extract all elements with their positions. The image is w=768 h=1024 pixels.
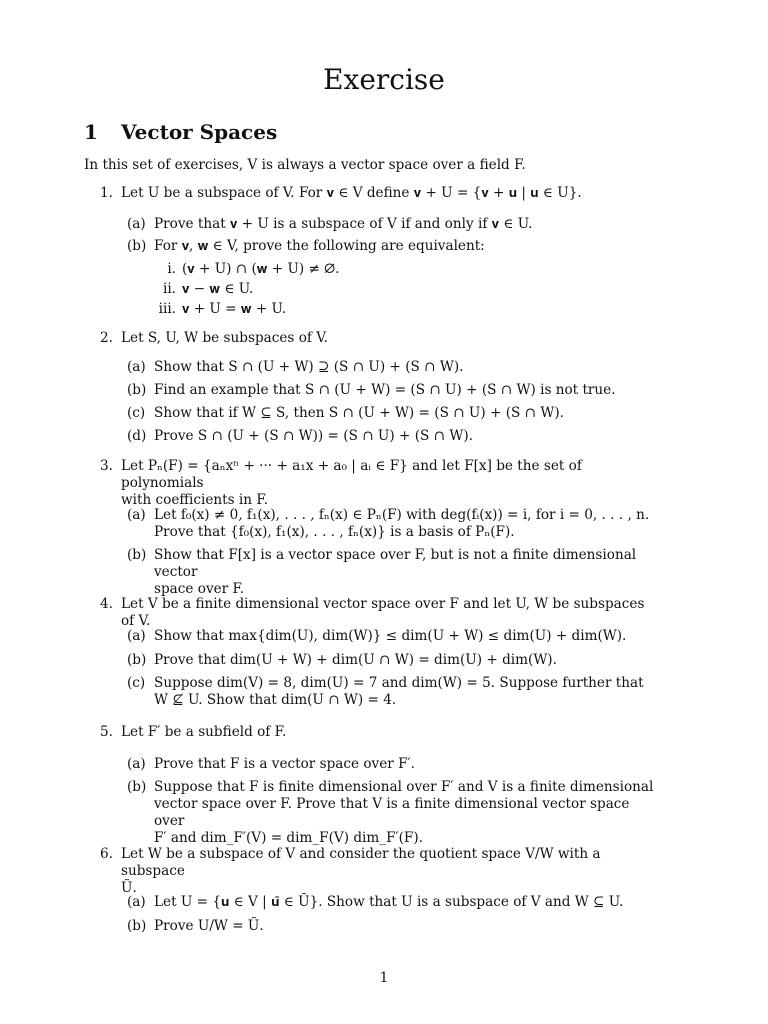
problem-1-part-b (127, 238, 660, 255)
problem-number: 6. (100, 846, 113, 862)
part-label: (b) (127, 382, 147, 398)
problem-4-part-c (127, 675, 660, 709)
part-text: Prove that dim(U + W) + dim(U ∩ W) = dim(U) + dim(W). (154, 652, 557, 668)
problem-text: Let V be a finite dimensional vector space over F and let U, W be subspaces of V. (121, 596, 645, 629)
part-label: (a) (127, 216, 146, 232)
problem-1-b-item-ii (162, 281, 582, 298)
part-text-line: W ⊈ U. Show that dim(U ∩ W) = 4. (154, 692, 397, 708)
problem-1-part-a (127, 216, 660, 233)
item-text: 𝐯 + U = 𝐰 + U. (182, 301, 287, 317)
part-label: (c) (127, 405, 146, 421)
part-label: (d) (127, 428, 147, 444)
part-text-line: space over F. (154, 581, 245, 597)
part-text: Prove U/W = Ũ. (154, 918, 264, 934)
problem-text: Let U be a subspace of V. For 𝐯 ∈ V define 𝐯 + U = {𝐯 + 𝐮 | 𝐮 ∈ U}. (121, 185, 582, 201)
item-text: (𝐯 + U) ∩ (𝐰 + U) ≠ ∅. (182, 261, 340, 277)
problem-1-b-item-iii (158, 301, 582, 318)
part-text: Prove S ∩ (U + (S ∩ W)) = (S ∩ U) + (S ∩ W). (154, 428, 473, 444)
problem-number: 3. (100, 458, 113, 474)
problem-2-part-b (127, 382, 660, 399)
problem-2-part-a (127, 359, 660, 376)
section-number: 1 (84, 120, 98, 144)
problem-6-part-a (127, 894, 660, 911)
part-text-line: vector space over F. Prove that V is a finite dimensional vector space over (154, 796, 630, 829)
intro-paragraph: In this set of exercises, V is always a vector space over a field F. (84, 157, 526, 173)
problem-6 (100, 846, 660, 897)
problem-5-part-a (127, 756, 660, 773)
part-text: Show that max{dim(U), dim(W)} ≤ dim(U + W) ≤ dim(U) + dim(W). (154, 628, 627, 644)
part-text-line: Show that F[x] is a vector space over F, but is not a finite dimensional vector (154, 547, 637, 580)
part-text-line: Let f₀(x) ≠ 0, f₁(x), . . . , fₙ(x) ∈ Pₙ(F) with deg(fᵢ(x)) = i, for i = 0, . . . , n. (154, 507, 650, 523)
problem-4-part-b (127, 652, 660, 669)
part-text-line: Suppose dim(V) = 8, dim(U) = 7 and dim(W) = 5. Suppose further that (154, 675, 644, 691)
item-label: ii. (162, 281, 176, 297)
section-title: Vector Spaces (121, 120, 278, 144)
part-text-line: Suppose that F is finite dimensional over F′ and V is a finite dimensional (154, 779, 654, 795)
part-label: (a) (127, 507, 146, 523)
part-text: Find an example that S ∩ (U + W) = (S ∩ U) + (S ∩ W) is not true. (154, 382, 616, 398)
problem-text-line: Ũ. (121, 880, 137, 896)
problem-4 (100, 596, 660, 630)
part-text: Prove that 𝐯 + U is a subspace of V if and only if 𝐯 ∈ U. (154, 216, 533, 232)
part-text: Show that if W ⊆ S, then S ∩ (U + W) = (S ∩ U) + (S ∩ W). (154, 405, 564, 421)
part-label: (b) (127, 918, 147, 934)
part-label: (b) (127, 547, 147, 563)
part-text-line: F′ and dim_F′(V) = dim_F(V) dim_F′(F). (154, 830, 423, 846)
problem-number: 4. (100, 596, 113, 612)
part-label: (b) (127, 238, 147, 254)
part-text: Let U = {𝐮 ∈ V | 𝐮̄ ∈ Ũ}. Show that U is a subspace of V and W ⊆ U. (154, 894, 624, 910)
problem-6-part-b (127, 918, 660, 935)
item-text: 𝐯 − 𝐰 ∈ U. (182, 281, 254, 297)
problem-3 (100, 458, 660, 509)
problem-number: 1. (100, 185, 113, 201)
part-label: (a) (127, 894, 146, 910)
item-label: iii. (158, 301, 176, 317)
page-number: 1 (379, 970, 389, 986)
part-text-line: Prove that {f₀(x), f₁(x), . . . , fₙ(x)} is a basis of Pₙ(F). (154, 524, 515, 540)
item-label: i. (167, 261, 176, 277)
problem-2 (100, 330, 660, 347)
problem-5 (100, 724, 660, 741)
problem-number: 2. (100, 330, 113, 346)
problem-3-part-b (127, 547, 660, 598)
part-text: For 𝐯, 𝐰 ∈ V, prove the following are equivalent: (154, 238, 485, 254)
part-label: (a) (127, 628, 146, 644)
problem-2-part-d (127, 428, 660, 445)
part-label: (a) (127, 359, 146, 375)
problem-3-part-a (127, 507, 660, 541)
problem-text: Let S, U, W be subspaces of V. (121, 330, 329, 346)
problem-text-line: Let Pₙ(F) = {aₙxⁿ + ··· + a₁x + a₀ | aᵢ ∈ F} and let F[x] be the set of polynomials (121, 458, 582, 491)
part-label: (a) (127, 756, 146, 772)
problem-text-line: with coefficients in F. (121, 492, 268, 508)
part-label: (b) (127, 652, 147, 668)
document-title: Exercise (323, 63, 445, 96)
problem-1-b-item-i (167, 261, 582, 278)
part-label: (c) (127, 675, 146, 691)
problem-2-part-c (127, 405, 660, 422)
part-text: Prove that F is a vector space over F′. (154, 756, 415, 772)
problem-text: Let F′ be a subfield of F. (121, 724, 287, 740)
problem-text-line: Let W be a subspace of V and consider the quotient space V/W with a subspace (121, 846, 601, 879)
part-text: Show that S ∩ (U + W) ⊇ (S ∩ U) + (S ∩ W). (154, 359, 464, 375)
problem-5-part-b (127, 779, 660, 847)
problem-number: 5. (100, 724, 113, 740)
problem-4-part-a (127, 628, 660, 645)
part-label: (b) (127, 779, 147, 795)
section-heading (84, 119, 277, 145)
problem-1 (100, 185, 660, 202)
